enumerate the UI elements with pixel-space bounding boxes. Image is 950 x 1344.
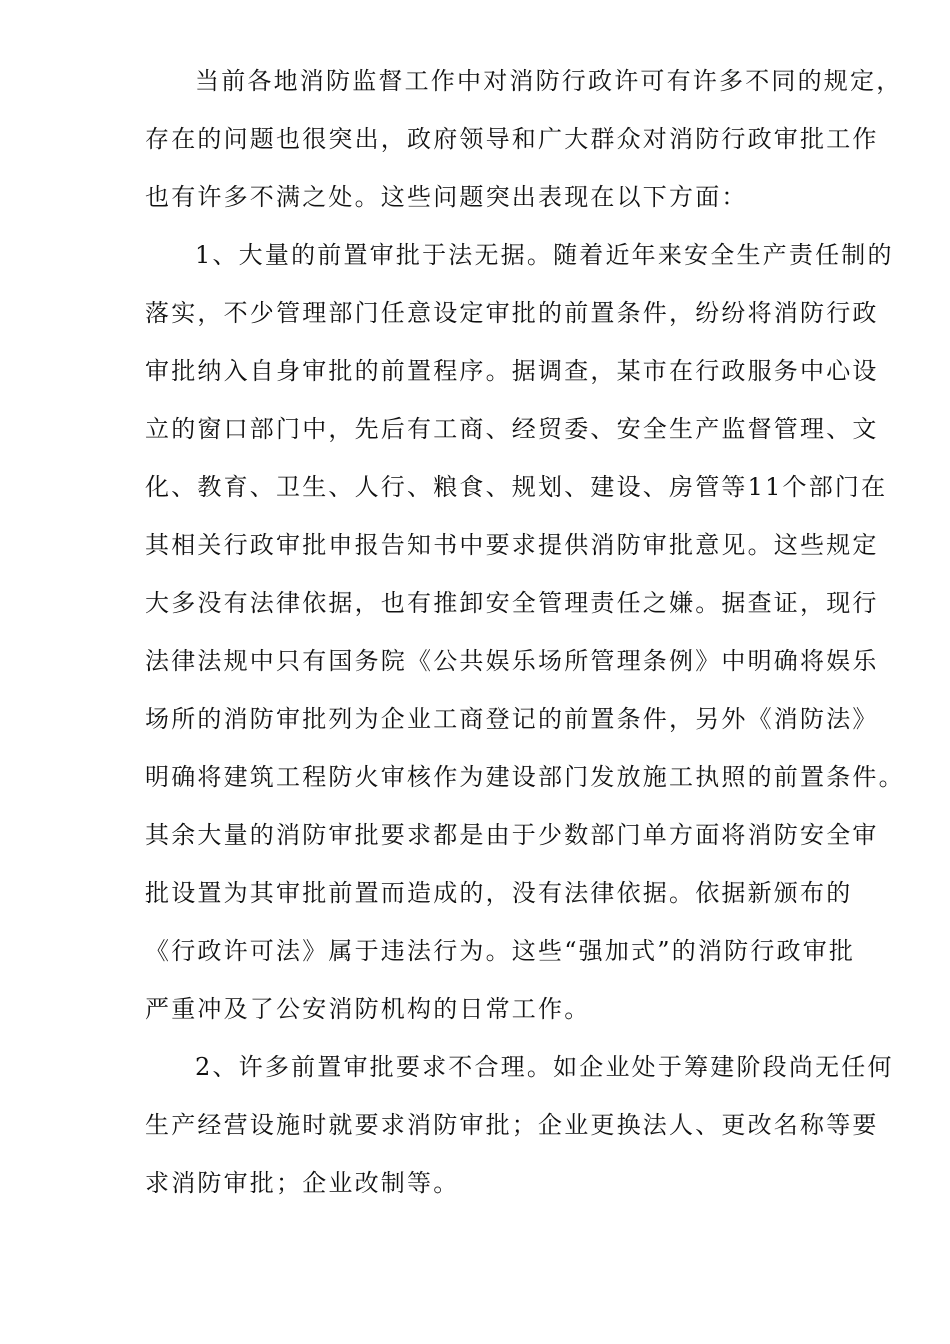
paragraph-3-line-3: 求消防审批；企业改制等。 — [145, 1169, 460, 1197]
paragraph-2-line-14: 严重冲及了公安消防机构的日常工作。 — [145, 995, 591, 1023]
paragraph-2-line-12: 批设置为其审批前置而造成的，没有法律依据。依据新颁布的 — [145, 879, 853, 907]
paragraph-2-line-9: 场所的消防审批列为企业工商登记的前置条件，另外《消防法》 — [145, 705, 879, 733]
paragraph-2-line-3: 审批纳入自身审批的前置程序。据调查，某市在行政服务中心设 — [145, 357, 879, 385]
paragraph-1-line-3: 也有许多不满之处。这些问题突出表现在以下方面： — [145, 183, 748, 211]
paragraph-2-line-1: 1、大量的前置审批于法无据。随着近年来安全生产责任制的 — [195, 241, 894, 269]
paragraph-2-line-2: 落实，不少管理部门任意设定审批的前置条件，纷纷将消防行政 — [145, 299, 879, 327]
paragraph-2-line-7: 大多没有法律依据，也有推卸安全管理责任之嫌。据查证，现行 — [145, 589, 879, 617]
paragraph-2-line-5: 化、教育、卫生、人行、粮食、规划、建设、房管等11个部门在 — [145, 473, 888, 501]
paragraph-3-line-2: 生产经营设施时就要求消防审批；企业更换法人、更改名称等要 — [145, 1111, 879, 1139]
paragraph-1-line-1: 当前各地消防监督工作中对消防行政许可有许多不同的规定， — [195, 67, 903, 95]
paragraph-2-line-4: 立的窗口部门中，先后有工商、经贸委、安全生产监督管理、文 — [145, 415, 879, 443]
paragraph-1-line-2: 存在的问题也很突出，政府领导和广大群众对消防行政审批工作 — [145, 125, 879, 153]
paragraph-2-line-13: 《行政许可法》属于违法行为。这些“强加式”的消防行政审批 — [145, 937, 856, 965]
paragraph-2-line-8: 法律法规中只有国务院《公共娱乐场所管理条例》中明确将娱乐 — [145, 647, 879, 675]
paragraph-2-line-11: 其余大量的消防审批要求都是由于少数部门单方面将消防安全审 — [145, 821, 879, 849]
paragraph-2-line-10: 明确将建筑工程防火审核作为建设部门发放施工执照的前置条件。 — [145, 763, 905, 791]
paragraph-3-line-1: 2、许多前置审批要求不合理。如企业处于筹建阶段尚无任何 — [195, 1053, 894, 1081]
paragraph-2-line-6: 其相关行政审批申报告知书中要求提供消防审批意见。这些规定 — [145, 531, 879, 559]
